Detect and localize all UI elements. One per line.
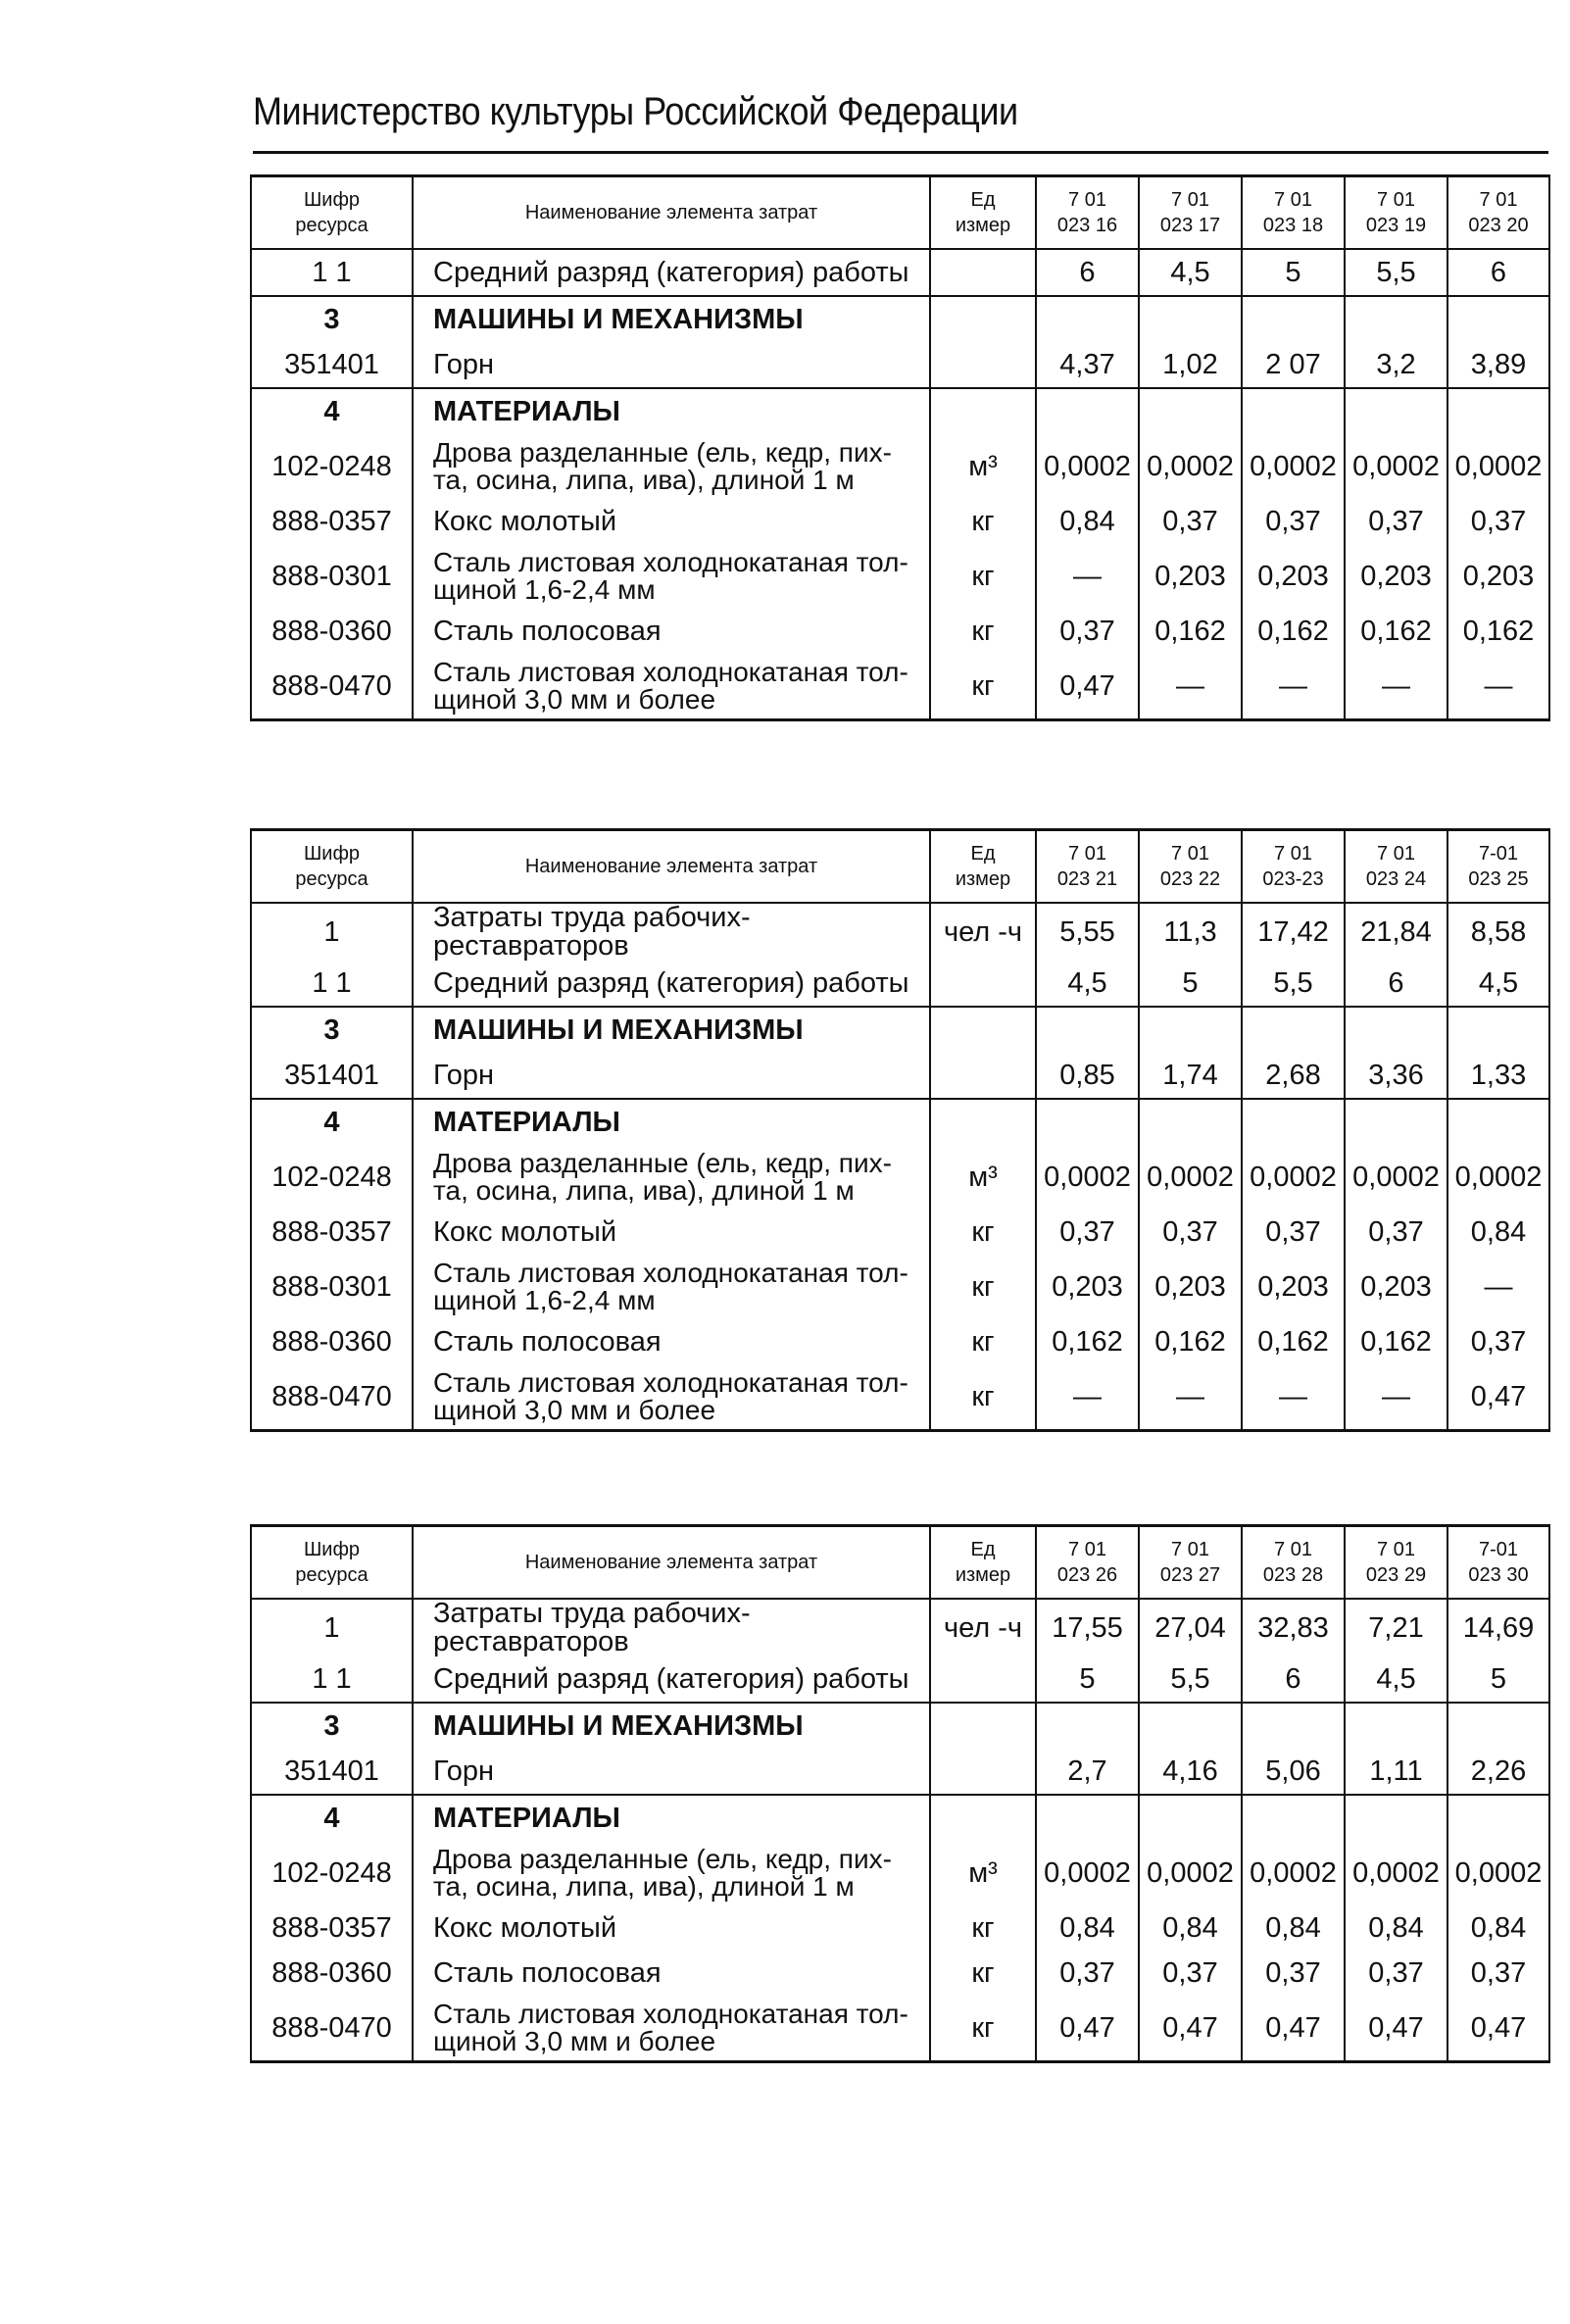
value-cell: 0,203 <box>1139 1255 1242 1319</box>
value-cell: 0,47 <box>1242 1996 1345 2062</box>
cost-element-name: Кокс молотый <box>413 499 930 544</box>
value-cell: 27,04 <box>1139 1599 1242 1656</box>
resource-code: 351401 <box>251 1749 413 1795</box>
cost-element-name: Средний разряд (категория) работы <box>413 1656 930 1703</box>
value-cell: — <box>1447 654 1549 720</box>
resource-code: 888-0357 <box>251 499 413 544</box>
unit-cell: чел -ч <box>930 1599 1036 1656</box>
value-cell: 0,47 <box>1036 1996 1139 2062</box>
cost-element-name: Горн <box>413 342 930 388</box>
value-cell: 0,84 <box>1036 499 1139 544</box>
norm-table-2 <box>250 828 1550 1432</box>
header-unit: Ед измер <box>930 176 1036 250</box>
resource-code: 888-0360 <box>251 1319 413 1364</box>
value-cell: — <box>1139 654 1242 720</box>
value-cell: 7,21 <box>1345 1599 1447 1656</box>
value-cell: 0,84 <box>1139 1905 1242 1951</box>
value-cell: 0,37 <box>1242 1210 1345 1255</box>
table-row <box>251 961 1549 1007</box>
table-row <box>251 1210 1549 1255</box>
table-row <box>251 1656 1549 1703</box>
unit-cell <box>930 1007 1036 1053</box>
cost-element-name: Средний разряд (категория) работы <box>413 961 930 1007</box>
value-cell <box>1447 296 1549 342</box>
unit-cell <box>930 961 1036 1007</box>
resource-code: 888-0301 <box>251 544 413 609</box>
resource-code: 888-0357 <box>251 1210 413 1255</box>
cost-element-name: Сталь листовая холоднокатаная тол- щиной 3,0 мм и более <box>413 654 930 720</box>
value-cell: 0,84 <box>1242 1905 1345 1951</box>
cost-element-name: Средний разряд (категория) работы <box>413 249 930 296</box>
unit-cell <box>930 296 1036 342</box>
value-cell: 0,0002 <box>1242 1145 1345 1210</box>
unit-cell: кг <box>930 609 1036 654</box>
table-row <box>251 544 1549 609</box>
header-norm-code: 7 01 023 26 <box>1036 1526 1139 1600</box>
resource-code: 888-0301 <box>251 1255 413 1319</box>
resource-code: 888-0470 <box>251 1996 413 2062</box>
unit-cell: кг <box>930 544 1036 609</box>
value-cell <box>1447 388 1549 434</box>
cost-element-name: Дрова разделанные (ель, кедр, пих- та, осина, липа, ива), длиной 1 м <box>413 1841 930 1905</box>
value-cell: 0,37 <box>1345 499 1447 544</box>
resource-code: 1 1 <box>251 1656 413 1703</box>
value-cell: 0,203 <box>1345 544 1447 609</box>
value-cell <box>1447 1703 1549 1749</box>
table-row <box>251 1319 1549 1364</box>
value-cell <box>1036 296 1139 342</box>
value-cell: 0,37 <box>1036 1951 1139 1996</box>
value-cell: 0,162 <box>1242 609 1345 654</box>
unit-cell: чел -ч <box>930 903 1036 961</box>
value-cell: 5 <box>1036 1656 1139 1703</box>
value-cell: 0,203 <box>1036 1255 1139 1319</box>
value-cell: 0,0002 <box>1036 434 1139 499</box>
value-cell: 5,5 <box>1139 1656 1242 1703</box>
value-cell: — <box>1242 654 1345 720</box>
value-cell: 0,37 <box>1447 1319 1549 1364</box>
value-cell: 6 <box>1345 961 1447 1007</box>
cost-element-name: МАТЕРИАЛЫ <box>413 1099 930 1145</box>
header-norm-code: 7 01 023 20 <box>1447 176 1549 250</box>
unit-cell: м³ <box>930 1145 1036 1210</box>
value-cell: 21,84 <box>1345 903 1447 961</box>
cost-element-name: Кокс молотый <box>413 1210 930 1255</box>
value-cell: 0,37 <box>1036 1210 1139 1255</box>
table-row <box>251 1364 1549 1431</box>
table-row <box>251 654 1549 720</box>
value-cell: 5,06 <box>1242 1749 1345 1795</box>
value-cell: 0,47 <box>1345 1996 1447 2062</box>
value-cell <box>1345 296 1447 342</box>
value-cell: 6 <box>1036 249 1139 296</box>
header-norm-code: 7 01 023 18 <box>1242 176 1345 250</box>
resource-code: 888-0360 <box>251 609 413 654</box>
value-cell: 0,162 <box>1139 1319 1242 1364</box>
value-cell <box>1242 1099 1345 1145</box>
value-cell: 0,0002 <box>1242 434 1345 499</box>
table-row <box>251 1145 1549 1210</box>
resource-code: 1 <box>251 903 413 961</box>
value-cell <box>1242 1007 1345 1053</box>
value-cell: 0,84 <box>1447 1210 1549 1255</box>
table-row <box>251 1841 1549 1905</box>
cost-element-name: Затраты труда рабочих-реставраторов <box>413 903 930 961</box>
header-norm-code: 7 01 023 22 <box>1139 830 1242 904</box>
value-cell: — <box>1345 654 1447 720</box>
value-cell <box>1242 296 1345 342</box>
value-cell: 0,0002 <box>1447 1145 1549 1210</box>
resource-code: 1 <box>251 1599 413 1656</box>
value-cell: 3,89 <box>1447 342 1549 388</box>
value-cell: 0,0002 <box>1139 434 1242 499</box>
header-norm-code: 7 01 023 19 <box>1345 176 1447 250</box>
unit-cell: кг <box>930 1951 1036 1996</box>
value-cell: 0,47 <box>1447 1996 1549 2062</box>
value-cell <box>1139 1795 1242 1841</box>
value-cell: 4,37 <box>1036 342 1139 388</box>
value-cell <box>1036 1795 1139 1841</box>
table-row <box>251 903 1549 961</box>
value-cell: 17,42 <box>1242 903 1345 961</box>
value-cell: 1,33 <box>1447 1053 1549 1099</box>
value-cell <box>1345 1099 1447 1145</box>
table-row <box>251 609 1549 654</box>
value-cell: 4,5 <box>1345 1656 1447 1703</box>
cost-element-name: Кокс молотый <box>413 1905 930 1951</box>
value-cell: 0,162 <box>1242 1319 1345 1364</box>
norm-table-3 <box>250 1524 1550 2063</box>
unit-cell: кг <box>930 1319 1036 1364</box>
cost-element-name: МАШИНЫ И МЕХАНИЗМЫ <box>413 1007 930 1053</box>
resource-code: 4 <box>251 1795 413 1841</box>
table-row <box>251 1996 1549 2062</box>
resource-code: 888-0470 <box>251 1364 413 1431</box>
value-cell: 0,162 <box>1139 609 1242 654</box>
value-cell: 0,47 <box>1036 654 1139 720</box>
value-cell: 0,0002 <box>1447 434 1549 499</box>
value-cell: 5 <box>1139 961 1242 1007</box>
value-cell: 0,85 <box>1036 1053 1139 1099</box>
value-cell: 4,5 <box>1139 249 1242 296</box>
unit-cell <box>930 342 1036 388</box>
value-cell <box>1447 1795 1549 1841</box>
value-cell: 17,55 <box>1036 1599 1139 1656</box>
header-name: Наименование элемента затрат <box>413 176 930 250</box>
resource-code: 102-0248 <box>251 1145 413 1210</box>
value-cell <box>1139 1703 1242 1749</box>
table-header-row <box>251 830 1549 904</box>
table-row <box>251 499 1549 544</box>
value-cell: 0,203 <box>1139 544 1242 609</box>
header-name: Наименование элемента затрат <box>413 830 930 904</box>
cost-element-name: Дрова разделанные (ель, кедр, пих- та, осина, липа, ива), длиной 1 м <box>413 1145 930 1210</box>
table-row <box>251 1749 1549 1795</box>
value-cell: 0,0002 <box>1345 434 1447 499</box>
value-cell: 14,69 <box>1447 1599 1549 1656</box>
header-norm-code: 7-01 023 25 <box>1447 830 1549 904</box>
value-cell: 1,02 <box>1139 342 1242 388</box>
value-cell: 11,3 <box>1139 903 1242 961</box>
value-cell <box>1447 1007 1549 1053</box>
resource-code: 4 <box>251 388 413 434</box>
resource-code: 888-0357 <box>251 1905 413 1951</box>
cost-element-name: Сталь листовая холоднокатаная тол- щиной 3,0 мм и более <box>413 1364 930 1431</box>
cost-element-name: МАШИНЫ И МЕХАНИЗМЫ <box>413 296 930 342</box>
value-cell: 0,0002 <box>1345 1841 1447 1905</box>
cost-element-name: МАТЕРИАЛЫ <box>413 1795 930 1841</box>
value-cell: 2 07 <box>1242 342 1345 388</box>
header-norm-code: 7 01 023 17 <box>1139 176 1242 250</box>
value-cell: 5 <box>1447 1656 1549 1703</box>
table-row <box>251 342 1549 388</box>
unit-cell: кг <box>930 1364 1036 1431</box>
header-norm-code: 7 01 023 27 <box>1139 1526 1242 1600</box>
value-cell <box>1139 296 1242 342</box>
cost-element-name: Горн <box>413 1749 930 1795</box>
value-cell: 5,5 <box>1242 961 1345 1007</box>
value-cell <box>1036 1007 1139 1053</box>
header-norm-code: 7 01 023 16 <box>1036 176 1139 250</box>
value-cell: 0,0002 <box>1036 1145 1139 1210</box>
value-cell <box>1242 1703 1345 1749</box>
cost-element-name: Сталь полосовая <box>413 1319 930 1364</box>
header-name: Наименование элемента затрат <box>413 1526 930 1600</box>
unit-cell <box>930 1656 1036 1703</box>
resource-code: 351401 <box>251 342 413 388</box>
value-cell: 0,47 <box>1139 1996 1242 2062</box>
header-rule <box>253 151 1548 154</box>
value-cell: 0,84 <box>1447 1905 1549 1951</box>
value-cell: 5,55 <box>1036 903 1139 961</box>
value-cell: — <box>1345 1364 1447 1431</box>
value-cell: 0,0002 <box>1242 1841 1345 1905</box>
section-row <box>251 388 1549 434</box>
cost-element-name: Сталь полосовая <box>413 609 930 654</box>
value-cell: 4,16 <box>1139 1749 1242 1795</box>
table-header-row <box>251 176 1549 250</box>
value-cell: 6 <box>1242 1656 1345 1703</box>
value-cell <box>1345 1795 1447 1841</box>
cost-element-name: Дрова разделанные (ель, кедр, пих- та, осина, липа, ива), длиной 1 м <box>413 434 930 499</box>
value-cell: 0,84 <box>1036 1905 1139 1951</box>
value-cell: 0,0002 <box>1139 1841 1242 1905</box>
value-cell: 1,74 <box>1139 1053 1242 1099</box>
resource-code: 1 1 <box>251 961 413 1007</box>
value-cell: 0,162 <box>1036 1319 1139 1364</box>
resource-code: 102-0248 <box>251 434 413 499</box>
value-cell: 3,36 <box>1345 1053 1447 1099</box>
value-cell: 0,84 <box>1345 1905 1447 1951</box>
cost-element-name: Сталь листовая холоднокатаная тол- щиной 3,0 мм и более <box>413 1996 930 2062</box>
unit-cell <box>930 249 1036 296</box>
value-cell: 0,203 <box>1345 1255 1447 1319</box>
value-cell: 0,37 <box>1139 499 1242 544</box>
header-norm-code: 7 01 023 29 <box>1345 1526 1447 1600</box>
header-unit: Ед измер <box>930 830 1036 904</box>
unit-cell <box>930 1795 1036 1841</box>
cost-element-name: Затраты труда рабочих-реставраторов <box>413 1599 930 1656</box>
value-cell: 5,5 <box>1345 249 1447 296</box>
value-cell: 0,37 <box>1242 499 1345 544</box>
value-cell: 0,0002 <box>1345 1145 1447 1210</box>
cost-element-name: Сталь листовая холоднокатаная тол- щиной 1,6-2,4 мм <box>413 544 930 609</box>
value-cell: 0,47 <box>1447 1364 1549 1431</box>
cost-element-name: Сталь листовая холоднокатаная тол- щиной 1,6-2,4 мм <box>413 1255 930 1319</box>
header-code: Шифр ресурса <box>251 830 413 904</box>
value-cell: 3,2 <box>1345 342 1447 388</box>
value-cell: 0,0002 <box>1036 1841 1139 1905</box>
unit-cell <box>930 388 1036 434</box>
value-cell: 0,162 <box>1345 609 1447 654</box>
cost-element-name: МАШИНЫ И МЕХАНИЗМЫ <box>413 1703 930 1749</box>
value-cell: 0,37 <box>1345 1210 1447 1255</box>
unit-cell: кг <box>930 1996 1036 2062</box>
table-row <box>251 1951 1549 1996</box>
value-cell: 2,68 <box>1242 1053 1345 1099</box>
cost-element-name: Горн <box>413 1053 930 1099</box>
value-cell: 0,37 <box>1447 499 1549 544</box>
resource-code: 3 <box>251 1007 413 1053</box>
value-cell: — <box>1139 1364 1242 1431</box>
value-cell <box>1242 1795 1345 1841</box>
value-cell: 0,37 <box>1036 609 1139 654</box>
value-cell <box>1345 388 1447 434</box>
table-row <box>251 1255 1549 1319</box>
cost-element-name: МАТЕРИАЛЫ <box>413 388 930 434</box>
unit-cell: м³ <box>930 434 1036 499</box>
table-row <box>251 1599 1549 1656</box>
value-cell: — <box>1242 1364 1345 1431</box>
cost-element-name: Сталь полосовая <box>413 1951 930 1996</box>
unit-cell: кг <box>930 1210 1036 1255</box>
value-cell <box>1036 1099 1139 1145</box>
table-row <box>251 249 1549 296</box>
value-cell <box>1036 388 1139 434</box>
header-norm-code: 7 01 023-23 <box>1242 830 1345 904</box>
value-cell: — <box>1036 544 1139 609</box>
resource-code: 351401 <box>251 1053 413 1099</box>
unit-cell <box>930 1099 1036 1145</box>
section-row <box>251 1795 1549 1841</box>
value-cell: 0,37 <box>1345 1951 1447 1996</box>
unit-cell <box>930 1749 1036 1795</box>
value-cell <box>1139 388 1242 434</box>
value-cell: 0,37 <box>1139 1951 1242 1996</box>
value-cell: 5 <box>1242 249 1345 296</box>
value-cell: 2,26 <box>1447 1749 1549 1795</box>
value-cell <box>1242 388 1345 434</box>
unit-cell <box>930 1053 1036 1099</box>
table-row <box>251 434 1549 499</box>
value-cell: 4,5 <box>1447 961 1549 1007</box>
value-cell <box>1447 1099 1549 1145</box>
value-cell: 0,203 <box>1242 544 1345 609</box>
table-row <box>251 1905 1549 1951</box>
value-cell: 0,203 <box>1242 1255 1345 1319</box>
section-row <box>251 1703 1549 1749</box>
value-cell <box>1139 1099 1242 1145</box>
section-row <box>251 1007 1549 1053</box>
resource-code: 4 <box>251 1099 413 1145</box>
header-norm-code: 7 01 023 21 <box>1036 830 1139 904</box>
value-cell <box>1345 1007 1447 1053</box>
value-cell <box>1345 1703 1447 1749</box>
unit-cell: м³ <box>930 1841 1036 1905</box>
value-cell: — <box>1036 1364 1139 1431</box>
header-code: Шифр ресурса <box>251 1526 413 1600</box>
value-cell: 0,162 <box>1447 609 1549 654</box>
value-cell: — <box>1447 1255 1549 1319</box>
resource-code: 888-0470 <box>251 654 413 720</box>
value-cell: 0,203 <box>1447 544 1549 609</box>
value-cell: 1,11 <box>1345 1749 1447 1795</box>
value-cell: 0,162 <box>1345 1319 1447 1364</box>
resource-code: 3 <box>251 296 413 342</box>
unit-cell: кг <box>930 1255 1036 1319</box>
value-cell: 4,5 <box>1036 961 1139 1007</box>
resource-code: 102-0248 <box>251 1841 413 1905</box>
header-norm-code: 7 01 023 24 <box>1345 830 1447 904</box>
value-cell: 0,0002 <box>1447 1841 1549 1905</box>
resource-code: 1 1 <box>251 249 413 296</box>
value-cell: 0,37 <box>1242 1951 1345 1996</box>
table-header-row <box>251 1526 1549 1600</box>
header-norm-code: 7 01 023 28 <box>1242 1526 1345 1600</box>
section-row <box>251 296 1549 342</box>
value-cell: 8,58 <box>1447 903 1549 961</box>
value-cell: 32,83 <box>1242 1599 1345 1656</box>
value-cell: 2,7 <box>1036 1749 1139 1795</box>
unit-cell: кг <box>930 499 1036 544</box>
unit-cell: кг <box>930 654 1036 720</box>
table-row <box>251 1053 1549 1099</box>
page-title: Министерство культуры Российской Федерации <box>253 90 1018 133</box>
norm-table-1 <box>250 174 1550 721</box>
value-cell: 6 <box>1447 249 1549 296</box>
header-code: Шифр ресурса <box>251 176 413 250</box>
resource-code: 888-0360 <box>251 1951 413 1996</box>
page-header <box>253 90 1548 134</box>
value-cell <box>1139 1007 1242 1053</box>
unit-cell: кг <box>930 1905 1036 1951</box>
value-cell: 0,0002 <box>1139 1145 1242 1210</box>
value-cell: 0,37 <box>1139 1210 1242 1255</box>
section-row <box>251 1099 1549 1145</box>
header-norm-code: 7-01 023 30 <box>1447 1526 1549 1600</box>
value-cell <box>1036 1703 1139 1749</box>
header-unit: Ед измер <box>930 1526 1036 1600</box>
resource-code: 3 <box>251 1703 413 1749</box>
value-cell: 0,37 <box>1447 1951 1549 1996</box>
unit-cell <box>930 1703 1036 1749</box>
